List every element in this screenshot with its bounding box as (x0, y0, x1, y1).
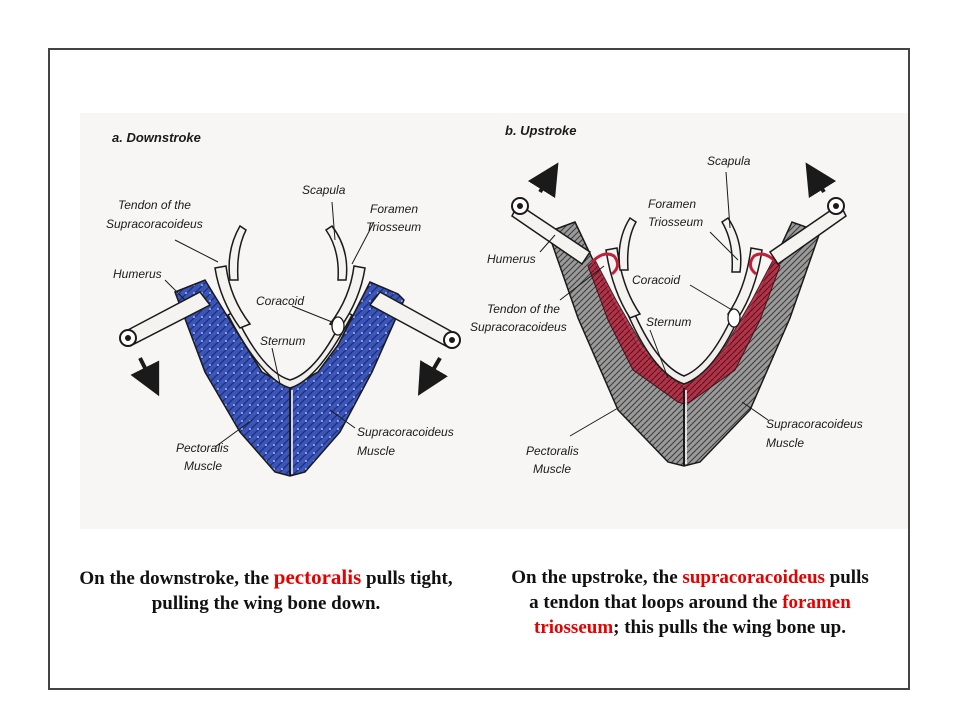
caption-right-text-4: ; this pulls the wing bone up. (613, 617, 846, 638)
downstroke-label-coracoid: Coracoid (256, 294, 305, 308)
upstroke-arrow-right (814, 176, 824, 192)
upstroke-label-tendon-1: Tendon of the (487, 302, 560, 316)
upstroke-label-scapula: Scapula (707, 154, 751, 168)
caption-left-line-2: pulling the wing bone down. (151, 593, 381, 614)
downstroke-label-supra-1: Supracoracoideus (357, 425, 454, 439)
caption-right-text-2: pulls (824, 567, 869, 588)
caption-right-highlight-2: foramen (782, 592, 851, 613)
downstroke-label-humerus: Humerus (113, 267, 162, 281)
upstroke-label-supra-1: Supracoracoideus (766, 417, 863, 431)
svg-text:Tendon of the Supracorac (470, 302, 567, 334)
svg-text:Pectoralis Muscle (526, 444, 582, 476)
upstroke-scapula-right (722, 218, 741, 272)
caption-right-text-1: On the upstroke, the (511, 567, 683, 588)
downstroke-label-foramen-2: Triosseum (366, 220, 422, 234)
downstroke-panel (106, 130, 460, 476)
svg-text:Pectoralis Muscle (176, 441, 232, 473)
svg-text:Supracoracoideus Muscle (766, 417, 866, 450)
upstroke-label-foramen-1: Foramen (648, 197, 697, 211)
downstroke-coracoid-joint (332, 317, 344, 335)
upstroke-arrow-left (540, 176, 550, 192)
svg-text:Supracoracoideus Muscle (357, 425, 457, 458)
downstroke-label-tendon-1: Tendon of the (118, 198, 191, 212)
upstroke-label-supra-2: Muscle (766, 436, 805, 450)
downstroke-label-scapula: Scapula (302, 183, 346, 197)
downstroke-title: a. Downstroke (112, 130, 201, 145)
upstroke-label-humerus: Humerus (487, 252, 536, 266)
downstroke-label-foramen-1: Foramen (370, 202, 419, 216)
caption-right-text-3: a tendon that loops around the (529, 592, 783, 613)
downstroke-label-supra-2: Muscle (357, 444, 396, 458)
downstroke-label-tendon-2: Supracoracoideus (106, 217, 203, 231)
upstroke-label-foramen-2: Triosseum (648, 215, 704, 229)
downstroke-arrow-right (426, 358, 440, 382)
caption-right-highlight-3: triosseum (534, 617, 614, 638)
upstroke-panel (470, 123, 866, 476)
upstroke-label-sternum: Sternum (646, 315, 692, 329)
downstroke-arrow-left (140, 358, 152, 382)
downstroke-label-pectoralis-1: Pectoralis (176, 441, 229, 455)
downstroke-label-pectoralis-2: Muscle (184, 459, 223, 473)
upstroke-label-pectoralis-2: Muscle (533, 462, 572, 476)
caption-right-highlight-1: supracoracoideus (682, 567, 825, 588)
downstroke-label-sternum: Sternum (260, 334, 306, 348)
upstroke-title: b. Upstroke (505, 123, 577, 138)
upstroke-label-pectoralis-1: Pectoralis (526, 444, 579, 458)
downstroke-scapula-right (326, 226, 347, 280)
caption-downstroke (56, 565, 476, 616)
svg-text:Foramen Triosseum (648, 197, 703, 229)
svg-text:Tendon of the Supracorac (106, 198, 203, 231)
caption-left-highlight: pectoralis (273, 565, 362, 589)
svg-text:Foramen Triosseum (366, 202, 421, 234)
upstroke-scapula-left (619, 218, 636, 270)
downstroke-scapula-left (229, 226, 246, 280)
upstroke-coracoid-joint (728, 309, 740, 327)
caption-left-text-2: pulls tight, (361, 568, 453, 589)
caption-upstroke (480, 565, 900, 640)
upstroke-label-tendon-2: Supracoracoideus (470, 320, 567, 334)
caption-left-text-1: On the downstroke, the (79, 568, 274, 589)
upstroke-label-coracoid: Coracoid (632, 273, 681, 287)
